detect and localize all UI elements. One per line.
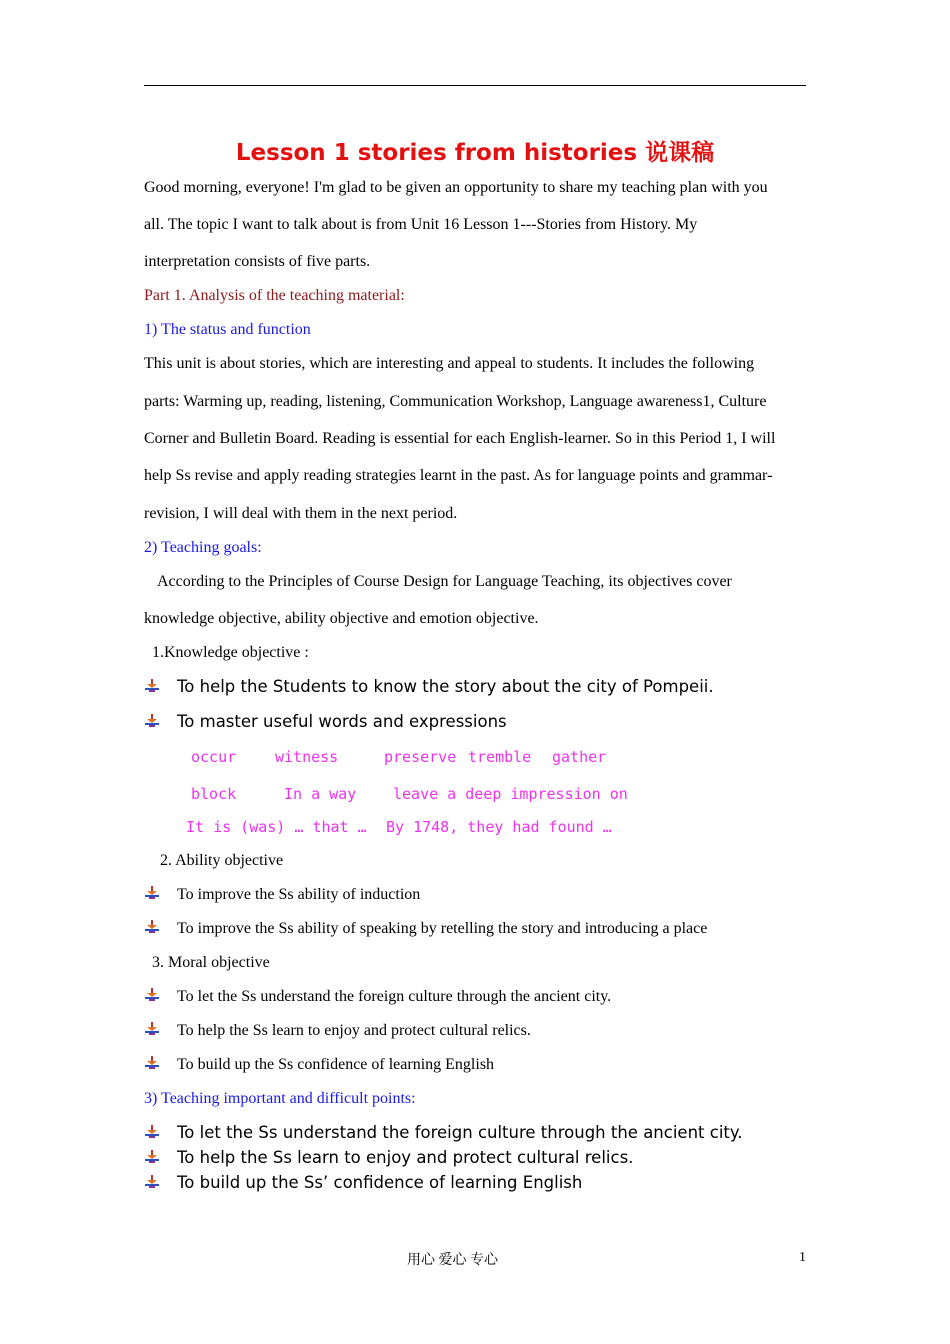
colored-arrow-bullet-icon (145, 988, 159, 1002)
colored-arrow-bullet-icon (145, 714, 159, 728)
page-title: Lesson 1 stories from histories 说课稿 (235, 140, 715, 166)
points-item-1: To let the Ss understand the foreign culture through the ancient city. (177, 1123, 743, 1142)
intro-line-2: all. The topic I want to talk about is from Unit 16 Lesson 1---Stories from History. My (144, 216, 698, 233)
moral-item-1: To let the Ss understand the foreign culture through the ancient city. (177, 988, 612, 1005)
sec2-line-1: According to the Principles of Course Design for Language Teaching, its objectives cover (157, 573, 732, 590)
footer-motto: 用心 爱心 专心 (407, 1253, 498, 1268)
points-item-2: To help the Ss learn to enjoy and protect cultural relics. (177, 1148, 634, 1167)
sec1-line-3: Corner and Bulletin Board. Reading is essential for each English-learner. So in this Period 1, I will (144, 430, 776, 447)
vocab-pattern: By 1748, they had found … (386, 818, 612, 836)
colored-arrow-bullet-icon (145, 1175, 159, 1189)
points-item-3: To build up the Ss’ confidence of learning English (177, 1173, 583, 1192)
colored-arrow-bullet-icon (145, 1022, 159, 1036)
vocab-word: witness (275, 748, 339, 766)
sec1-line-5: revision, I will deal with them in the next period. (144, 505, 458, 522)
colored-arrow-bullet-icon (145, 679, 159, 693)
colored-arrow-bullet-icon (145, 920, 159, 934)
moral-item-2: To help the Ss learn to enjoy and protect cultural relics. (177, 1022, 531, 1039)
ability-item-2: To improve the Ss ability of speaking by retelling the story and introducing a place (177, 920, 708, 937)
ability-item-1: To improve the Ss ability of induction (177, 886, 421, 903)
sec3-heading: 3) Teaching important and difficult points: (144, 1090, 416, 1107)
vocab-word: leave a deep impression on (393, 785, 628, 803)
colored-arrow-bullet-icon (145, 1150, 159, 1164)
colored-arrow-bullet-icon (145, 886, 159, 900)
page-number: 1 (799, 1250, 806, 1265)
sec1-heading: 1) The status and function (144, 321, 311, 338)
knowledge-heading: 1.Knowledge objective : (152, 644, 309, 661)
intro-line-1: Good morning, everyone! I'm glad to be given an opportunity to share my teaching plan with you (144, 179, 768, 196)
header-rule (144, 85, 806, 86)
knowledge-item-1: To help the Students to know the story about the city of Pompeii. (177, 677, 714, 696)
sec1-line-2: parts: Warming up, reading, listening, Communication Workshop, Language awareness1, Culture (144, 393, 767, 410)
moral-item-3: To build up the Ss confidence of learning English (177, 1056, 495, 1073)
intro-line-3: interpretation consists of five parts. (144, 253, 371, 270)
vocab-word: occur (191, 748, 237, 766)
colored-arrow-bullet-icon (145, 1056, 159, 1070)
moral-heading: 3. Moral objective (152, 954, 270, 971)
vocab-word: block (191, 785, 237, 803)
sec2-line-2: knowledge objective, ability objective and emotion objective. (144, 610, 539, 627)
sec2-heading: 2) Teaching goals: (144, 539, 262, 556)
ability-heading: 2. Ability objective (160, 852, 284, 869)
vocab-pattern: It is (was) … that … (186, 818, 367, 836)
sec1-line-1: This unit is about stories, which are interesting and appeal to students. It includes the following (144, 355, 755, 372)
sec1-line-4: help Ss revise and apply reading strategies learnt in the past. As for language points and grammar- (144, 467, 773, 484)
colored-arrow-bullet-icon (145, 1125, 159, 1139)
knowledge-item-2: To master useful words and expressions (177, 712, 507, 731)
vocab-word: tremble (468, 748, 532, 766)
part1-heading: Part 1. Analysis of the teaching material: (144, 287, 405, 304)
vocab-word: In a way (284, 785, 357, 803)
vocab-word: preserve (384, 748, 457, 766)
vocab-word: gather (552, 748, 607, 766)
